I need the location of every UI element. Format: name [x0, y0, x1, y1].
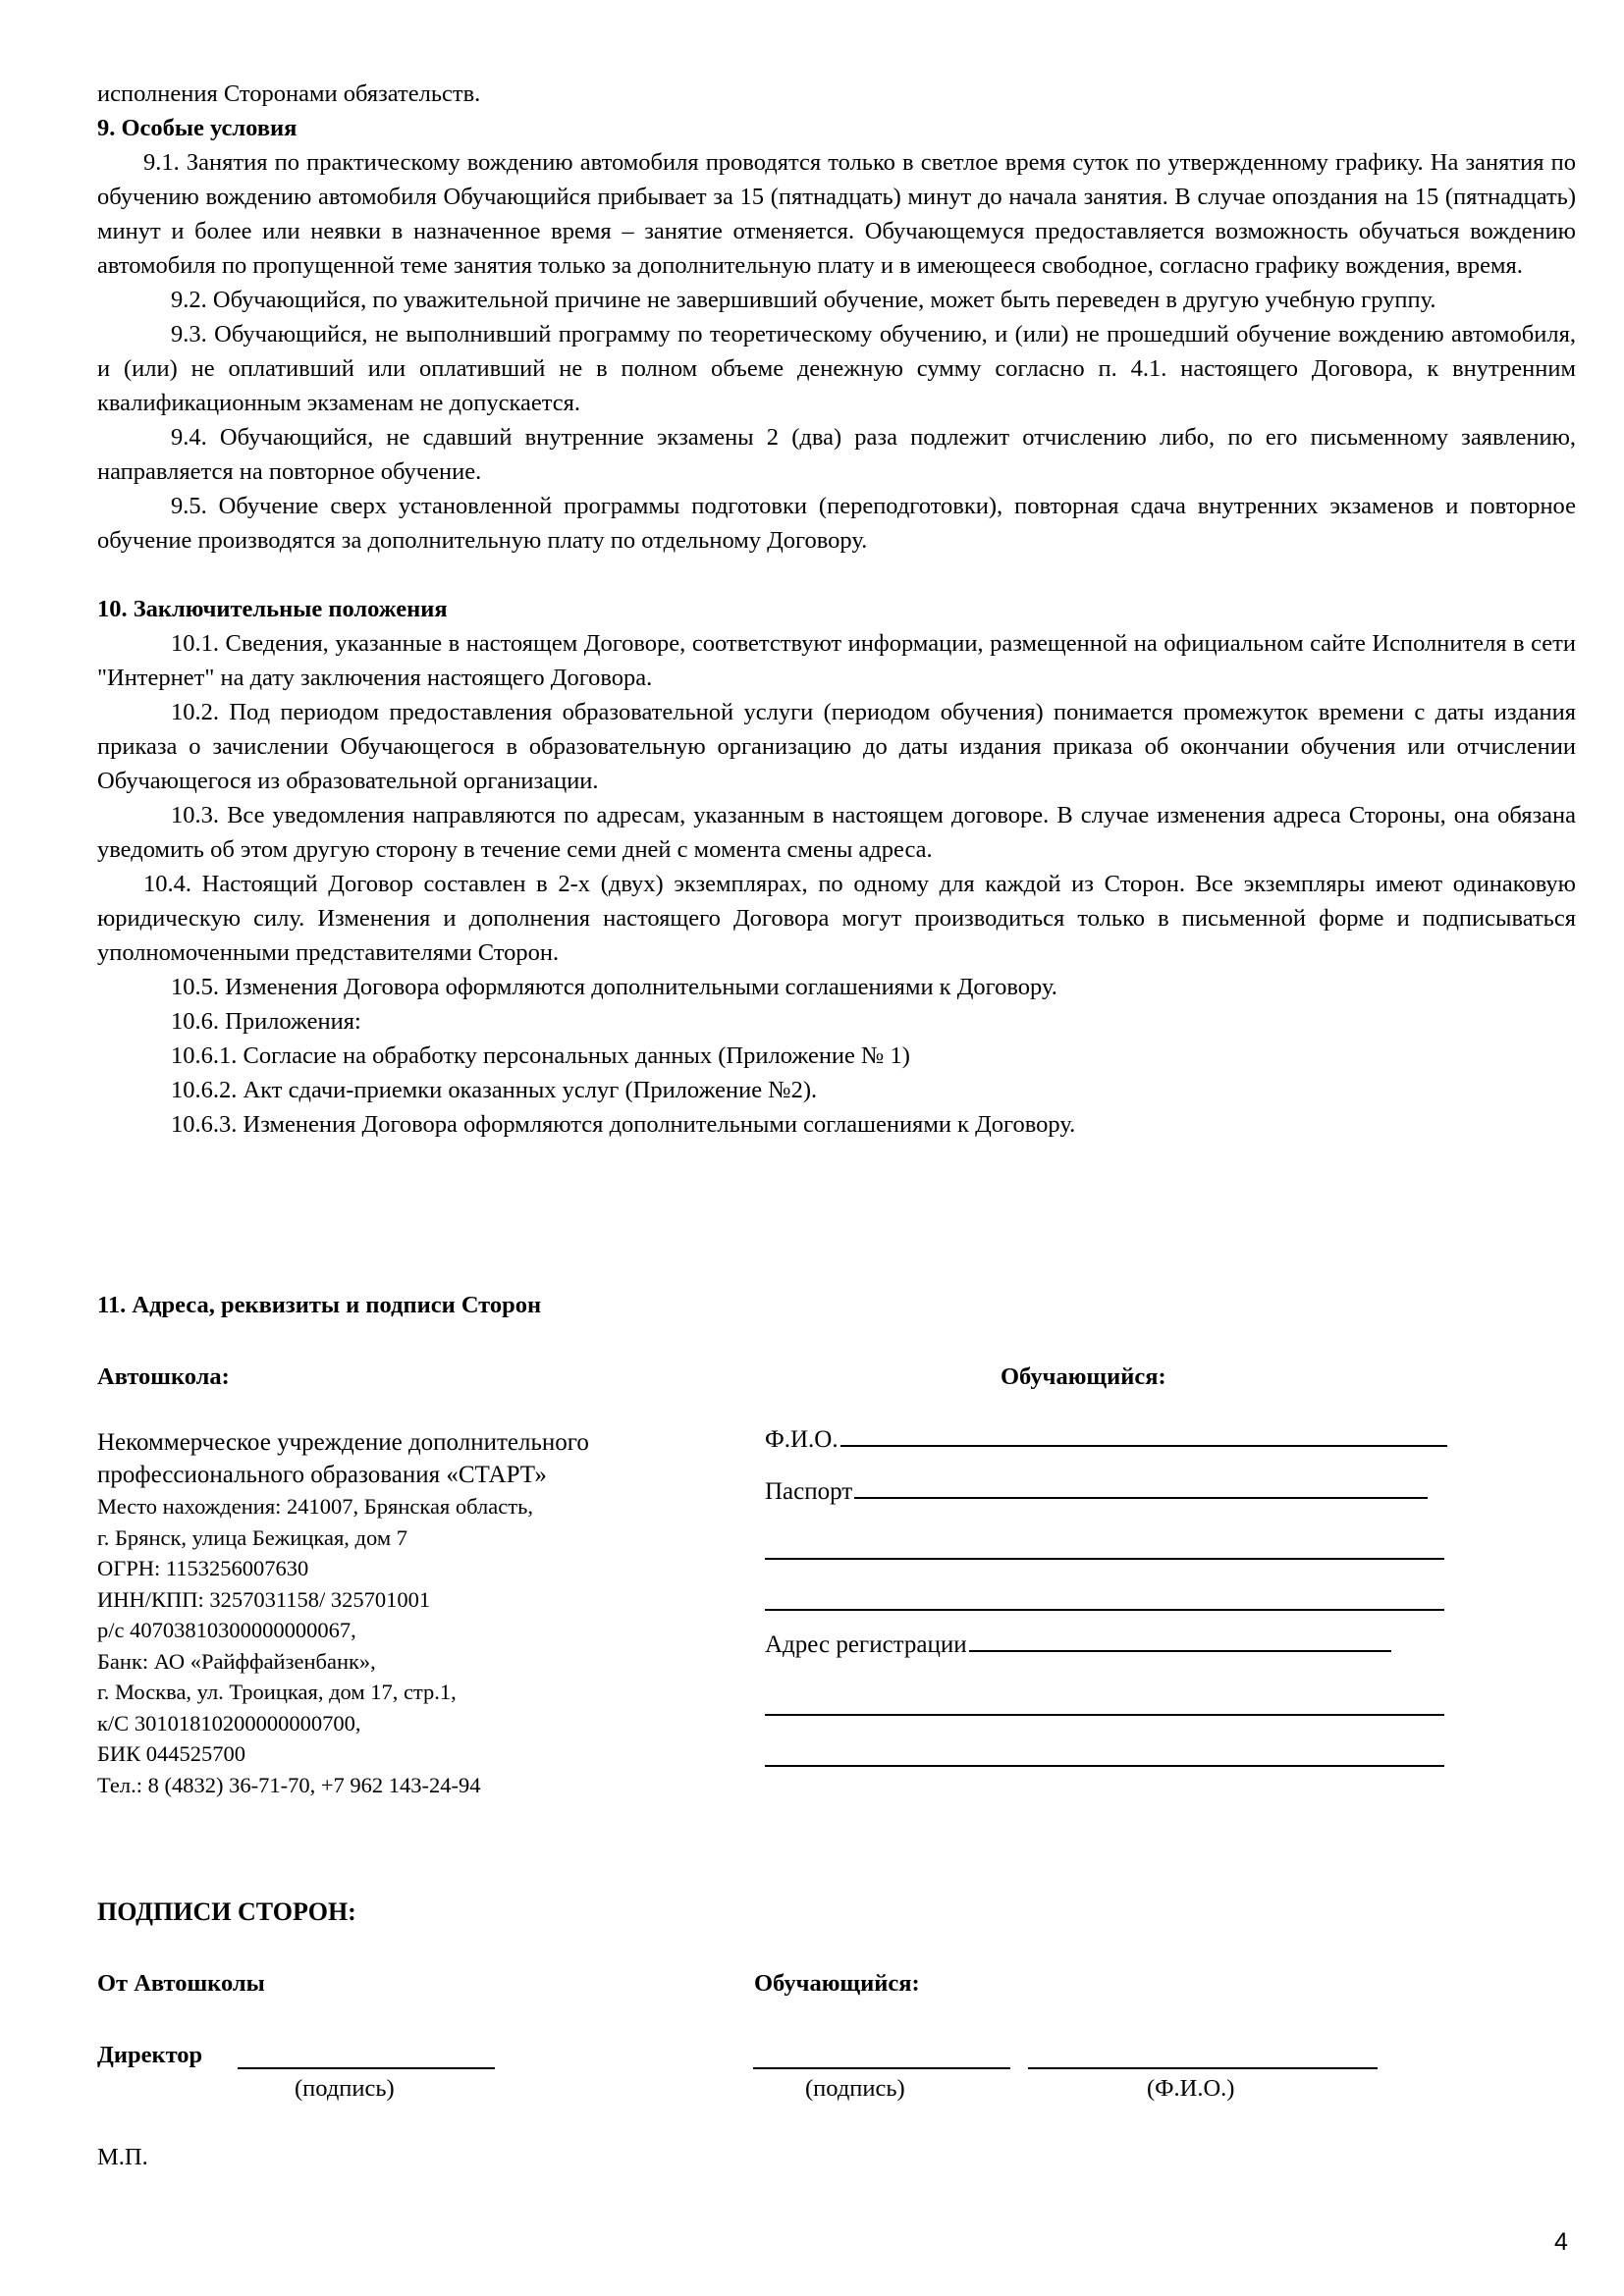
school-heading: Автошкола: [97, 1363, 230, 1390]
stamp-label: М.П. [97, 2144, 148, 2170]
clause-10-6-1: 10.6.1. Согласие на обработку персональных данных (Приложение № 1) [171, 1042, 910, 1069]
student-signature-heading: Обучающийся: [754, 1970, 920, 1997]
clause-9-1: 9.1. Занятия по практическому вождению автомобиля проводятся только в светлое время суток по утвержденному графику. На занятия по обучению вождению автомобиля Обучающийся прибывает за 15 (пятнадцать) минут до начала занятия. В случае опоздания на 15 (пятнадцать) минут и более или неявки в назначенное время – занятие отменяется. Обучающемуся предоставляется возможность обучаться вождению автомобиля по пропущенной теме занятия только за дополнительную плату и в имеющееся свободное, согласно графику вождения, время. [97, 149, 1576, 279]
director-label: Директор [97, 2042, 203, 2068]
student-fio-caption: (Ф.И.О.) [1147, 2075, 1235, 2102]
requisite-inn-kpp: ИНН/КПП: 3257031158/ 325701001 [97, 1586, 431, 1612]
passport-extra-line-1[interactable] [765, 1558, 1444, 1560]
clause-10-6-2: 10.6.2. Акт сдачи-приемки оказанных услуг (Приложение №2). [171, 1077, 818, 1103]
address-extra-line-2[interactable] [765, 1765, 1444, 1767]
section-10-title: 10. Заключительные положения [97, 596, 448, 622]
address-label: Адрес регистрации [765, 1631, 967, 1658]
student-fio-line[interactable] [1028, 2067, 1378, 2069]
clause-10-6-3: 10.6.3. Изменения Договора оформляются дополнительными соглашениями к Договору. [171, 1111, 1076, 1138]
org-name-line2: профессионального образования «СТАРТ» [97, 1462, 547, 1488]
address-extra-line-1[interactable] [765, 1714, 1444, 1716]
clause-9-4: 9.4. Обучающийся, не сдавший внутренние экзамены 2 (два) раза подлежит отчислению либо, по его письменному заявлению, направляется на повторное обучение. [97, 424, 1576, 485]
director-signature-line[interactable] [238, 2067, 495, 2069]
student-passport-field[interactable] [765, 1478, 1428, 1506]
continuation-line: исполнения Сторонами обязательств. [97, 80, 481, 107]
student-signature-caption: (подпись) [805, 2075, 905, 2102]
clause-10-2: 10.2. Под периодом предоставления образовательной услуги (периодом обучения) понимается промежуток времени с даты издания приказа о зачислении Обучающегося в образовательную организацию до даты издания приказа об окончании обучения или отчислении Обучающегося из образовательной организации. [97, 699, 1576, 794]
school-requisites [97, 1426, 726, 1800]
requisite-bank-address: г. Москва, ул. Троицкая, дом 17, стр.1, [97, 1680, 457, 1704]
passport-blank-line[interactable] [854, 1496, 1428, 1499]
requisite-bik: БИК 044525700 [97, 1741, 246, 1766]
requisite-ogrn: ОГРН: 1153256007630 [97, 1556, 309, 1580]
clause-9-2: 9.2. Обучающийся, по уважительной причине не завершивший обучение, может быть переведен в другую учебную группу. [171, 287, 1436, 313]
clause-10-6: 10.6. Приложения: [171, 1008, 361, 1035]
requisite-account: р/с 40703810300000000067, [97, 1618, 356, 1642]
clause-10-3: 10.3. Все уведомления направляются по адресам, указанным в настоящем договоре. В случае изменения адреса Стороны, она обязана уведомить об этом другую сторону в течение семи дней с момента смены адреса. [97, 802, 1576, 863]
requisite-phone: Тел.: 8 (4832) 36-71-70, +7 962 143-24-94 [97, 1772, 481, 1797]
director-signature-caption: (подпись) [295, 2075, 395, 2102]
student-signature-line[interactable] [753, 2067, 1010, 2069]
school-signature-heading: От Автошколы [97, 1970, 265, 1997]
page-number: 4 [1554, 2228, 1568, 2256]
fio-label: Ф.И.О. [765, 1426, 839, 1453]
student-address-field[interactable] [765, 1631, 1391, 1659]
org-name-line1: Некоммерческое учреждение дополнительного [97, 1429, 589, 1456]
student-fio-field[interactable] [765, 1426, 1447, 1454]
passport-label: Паспорт [765, 1478, 853, 1505]
fio-blank-line[interactable] [840, 1444, 1447, 1447]
clause-10-1: 10.1. Сведения, указанные в настоящем Договоре, соответствуют информации, размещенной на официальном сайте Исполнителя в сети "Интернет" на дату заключения настоящего Договора. [97, 630, 1576, 691]
section-9-title: 9. Особые условия [97, 115, 298, 141]
section-11-title: 11. Адреса, реквизиты и подписи Сторон [97, 1292, 542, 1318]
requisite-address-1: Место нахождения: 241007, Брянская область, [97, 1494, 533, 1519]
requisite-bank: Банк: АО «Райффайзенбанк», [97, 1648, 376, 1674]
clause-10-5: 10.5. Изменения Договора оформляются дополнительными соглашениями к Договору. [171, 974, 1057, 1000]
clause-10-4: 10.4. Настоящий Договор составлен в 2-х (двух) экземплярах, по одному для каждой из Сторон. Все экземпляры имеют одинаковую юридическую силу. Изменения и дополнения настоящего Договора могут производиться только в письменной форме и подписываться уполномоченными представителями Сторон. [97, 871, 1576, 966]
student-heading: Обучающийся: [1001, 1363, 1166, 1390]
address-blank-line[interactable] [969, 1649, 1391, 1652]
passport-extra-line-2[interactable] [765, 1609, 1444, 1611]
clause-9-5: 9.5. Обучение сверх установленной программы подготовки (переподготовки), повторная сдача внутренних экзаменов и повторное обучение производятся за дополнительную плату по отдельному Договору. [97, 493, 1576, 554]
requisite-address-2: г. Брянск, улица Бежицкая, дом 7 [97, 1524, 407, 1550]
clause-9-3: 9.3. Обучающийся, не выполнивший программу по теоретическому обучению, и (или) не прошедший обучение вождению автомобиля, и (или) не оплативший или оплативший не в полном объеме денежную сумму согласно п. 4.1. настоящего Договора, к внутренним квалификационным экзаменам не допускается. [97, 321, 1576, 416]
signatures-title: ПОДПИСИ СТОРОН: [97, 1897, 356, 1926]
requisite-corr-account: к/С 30101810200000000700, [97, 1710, 361, 1735]
contract-body [97, 77, 1576, 1142]
